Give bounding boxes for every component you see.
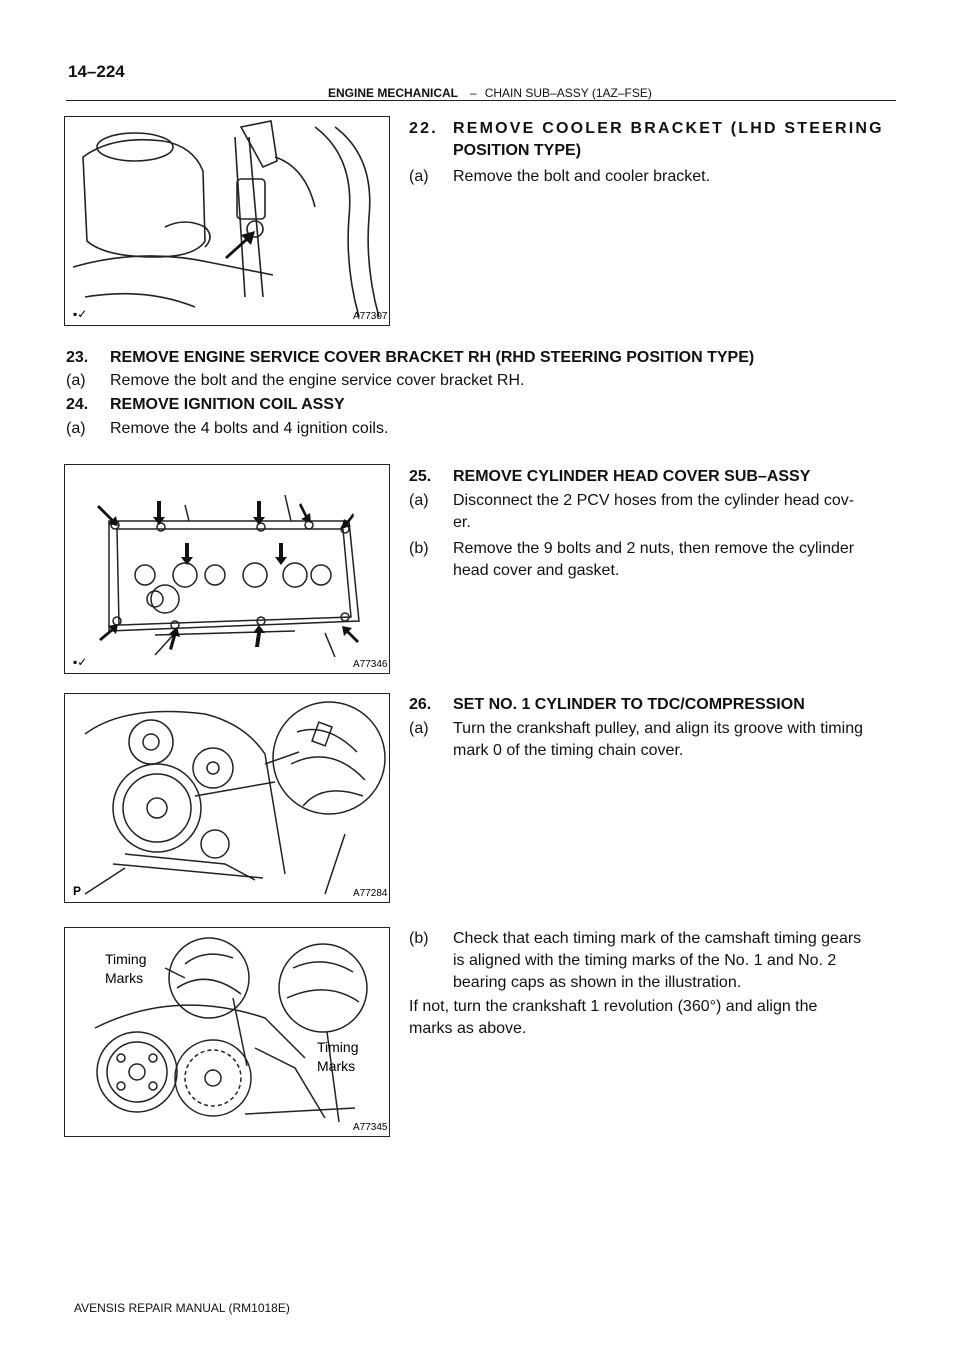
timing-marks-label-bottom-2: Marks — [317, 1058, 356, 1074]
header-separator: – — [470, 86, 477, 100]
substep-label: (a) — [66, 420, 86, 437]
step-26-heading — [409, 694, 805, 715]
step-25-heading — [409, 466, 810, 487]
substep-label: (a) — [66, 372, 86, 389]
step-23-substep-a — [66, 370, 524, 391]
substep-text: Check that each timing mark of the camshaft timing gears — [453, 930, 862, 947]
step-number: 24. — [66, 396, 89, 413]
step-number: 25. — [409, 468, 432, 485]
step-number: 26. — [409, 696, 432, 713]
step-25-substep-b-cont: head cover and gasket. — [453, 562, 620, 579]
timing-marks-label-top-1: Timing — [105, 951, 147, 967]
subsection-title: CHAIN SUB–ASSY (1AZ–FSE) — [484, 86, 652, 100]
crankshaft-pulley-illustration — [65, 694, 389, 902]
figure-mark: ▪✓ — [73, 307, 88, 321]
figure-code: A77284 — [353, 888, 388, 899]
figure-code: A77307 — [353, 311, 388, 322]
header-rule — [66, 100, 896, 101]
step-26-substep-a-cont: mark 0 of the timing chain cover. — [453, 742, 684, 759]
manual-footer: AVENSIS REPAIR MANUAL (RM1018E) — [74, 1301, 290, 1315]
step-number: 22. — [409, 120, 438, 137]
step-22-substep-a — [409, 166, 710, 187]
step-24-substep-a — [66, 418, 388, 439]
step-title: REMOVE CYLINDER HEAD COVER SUB–ASSY — [453, 468, 811, 485]
step-26-note-line-1: If not, turn the crankshaft 1 revolution (360°) and align the — [409, 998, 818, 1015]
timing-marks-label-bottom-1: Timing — [317, 1039, 359, 1055]
step-25-substep-a — [409, 490, 899, 511]
figure-code: A77346 — [353, 659, 388, 670]
step-26-substep-b-cont-2: bearing caps as shown in the illustration. — [453, 974, 742, 991]
step-title: REMOVE ENGINE SERVICE COVER BRACKET RH (RHD STEERING POSITION TYPE) — [110, 349, 755, 366]
step-25-substep-b — [409, 538, 899, 559]
step-title: REMOVE COOLER BRACKET (LHD STEERING — [453, 120, 884, 137]
running-header — [328, 86, 652, 100]
cooler-bracket-illustration — [65, 117, 389, 325]
timing-marks-label-top-2: Marks — [105, 970, 144, 986]
figure-mark: ▪✓ — [73, 655, 88, 669]
step-25-substep-a-cont: er. — [453, 514, 471, 531]
step-26-note-line-2: marks as above. — [409, 1020, 527, 1037]
section-title: ENGINE MECHANICAL — [328, 86, 459, 100]
substep-text: Disconnect the 2 PCV hoses from the cylinder head cov- — [453, 492, 855, 509]
step-26-substep-b-cont-1: is aligned with the timing marks of the No. 1 and No. 2 — [453, 952, 837, 969]
page-number: 14–224 — [68, 62, 125, 81]
figure-mark: P — [73, 884, 82, 898]
figure-crankshaft-pulley — [64, 693, 390, 903]
figure-code: A77345 — [353, 1122, 388, 1133]
timing-gears-illustration — [65, 928, 389, 1136]
substep-text: Turn the crankshaft pulley, and align its groove with timing — [453, 720, 863, 737]
substep-label: (a) — [409, 168, 429, 185]
step-title: SET NO. 1 CYLINDER TO TDC/COMPRESSION — [453, 696, 805, 713]
step-number: 23. — [66, 349, 89, 366]
step-23-heading — [66, 347, 896, 368]
substep-label: (b) — [409, 930, 429, 947]
step-24-heading — [66, 394, 345, 415]
substep-text: Remove the 9 bolts and 2 nuts, then remove the cylinder — [453, 540, 855, 557]
step-26-substep-a — [409, 718, 899, 739]
step-26-substep-b — [409, 928, 899, 949]
step-22-heading-cont: POSITION TYPE) — [453, 142, 582, 159]
figure-cylinder-head-cover — [64, 464, 390, 674]
figure-cooler-bracket — [64, 116, 390, 326]
substep-label: (a) — [409, 720, 429, 737]
substep-label: (b) — [409, 540, 429, 557]
substep-text: Remove the bolt and cooler bracket. — [453, 168, 711, 185]
substep-text: Remove the 4 bolts and 4 ignition coils. — [110, 420, 389, 437]
substep-text: Remove the bolt and the engine service cover bracket RH. — [110, 372, 525, 389]
figure-timing-marks — [64, 927, 390, 1137]
substep-label: (a) — [409, 492, 429, 509]
step-22-heading — [409, 118, 899, 139]
step-title: REMOVE IGNITION COIL ASSY — [110, 396, 345, 413]
head-cover-illustration — [65, 465, 389, 673]
